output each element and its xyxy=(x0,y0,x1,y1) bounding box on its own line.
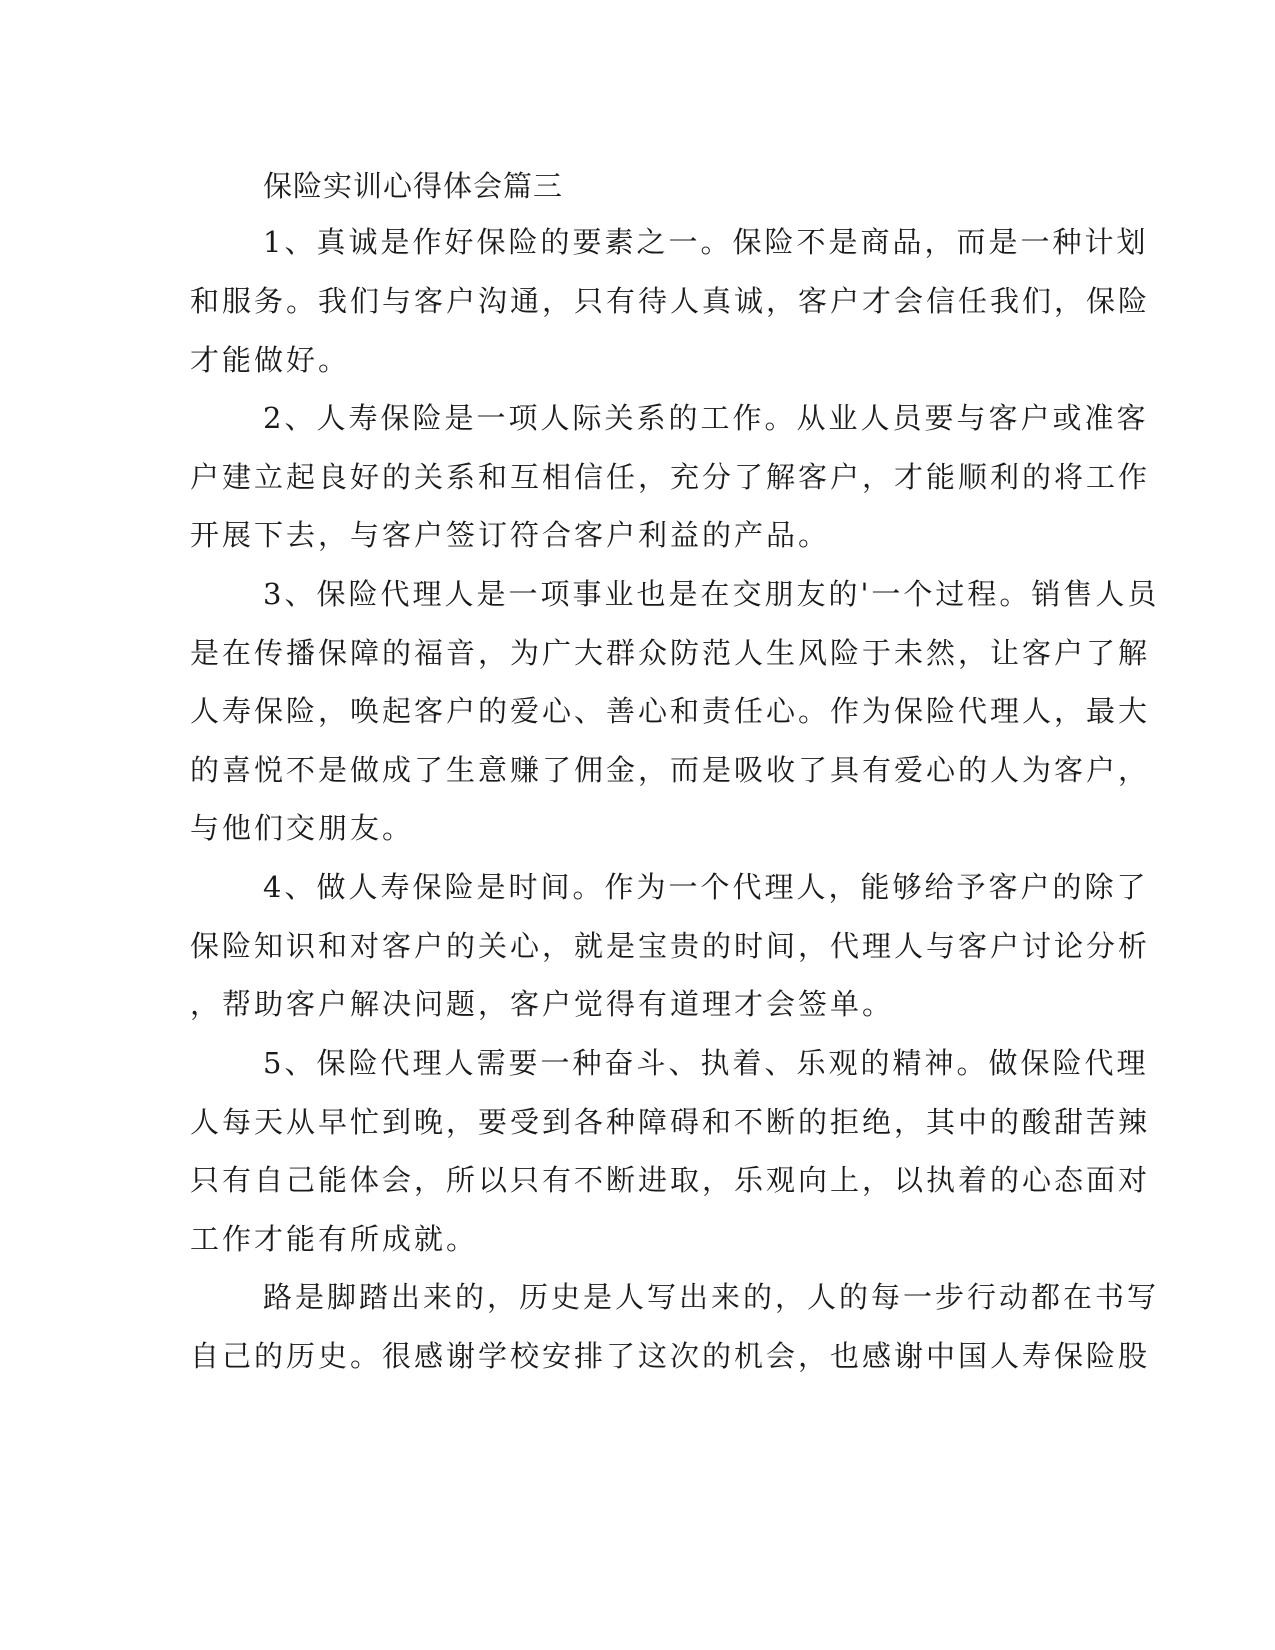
paragraph-2-line-3: 开展下去，与客户签订符合客户利益的产品。 xyxy=(190,518,831,552)
paragraph-6-line-1: 路是脚踏出来的，历史是人写出来的，人的每一步行动都在书写 xyxy=(263,1280,1160,1314)
paragraph-3-line-4: 的喜悦不是做成了生意赚了佣金，而是吸收了具有爱心的人为客户， xyxy=(190,753,1151,787)
paragraph-4-line-1: 4、做人寿保险是时间。作为一个代理人，能够给予客户的除了 xyxy=(263,870,1149,904)
paragraph-2-line-1: 2、人寿保险是一项人际关系的工作。从业人员要与客户或准客 xyxy=(263,401,1149,435)
paragraph-5-line-1: 5、保险代理人需要一种奋斗、执着、乐观的精神。做保险代理 xyxy=(263,1046,1149,1080)
paragraph-2-line-2: 户建立起良好的关系和互相信任，充分了解客户，才能顺利的将工作 xyxy=(190,460,1151,494)
paragraph-1-line-3: 才能做好。 xyxy=(190,343,351,377)
paragraph-1-line-1: 1、真诚是作好保险的要素之一。保险不是商品，而是一种计划 xyxy=(263,225,1149,259)
paragraph-5-line-4: 工作才能有所成就。 xyxy=(190,1222,479,1256)
paragraph-4-line-2: 保险知识和对客户的关心，就是宝贵的时间，代理人与客户讨论分析 xyxy=(190,929,1151,963)
paragraph-3-line-3: 人寿保险，唤起客户的爱心、善心和责任心。作为保险代理人，最大 xyxy=(190,694,1151,728)
paragraph-3-line-5: 与他们交朋友。 xyxy=(190,811,415,845)
paragraph-6-line-2: 自己的历史。很感谢学校安排了这次的机会，也感谢中国人寿保险股 xyxy=(190,1339,1151,1373)
paragraph-3-line-1: 3、保险代理人是一项事业也是在交朋友的'一个过程。销售人员 xyxy=(263,577,1160,611)
document-title: 保险实训心得体会篇三 xyxy=(263,169,564,203)
paragraph-5-line-3: 只有自己能体会，所以只有不断进取，乐观向上，以执着的心态面对 xyxy=(190,1163,1151,1197)
paragraph-3-line-2: 是在传播保障的福音，为广大群众防范人生风险于未然，让客户了解 xyxy=(190,636,1151,670)
paragraph-1-line-2: 和服务。我们与客户沟通，只有待人真诚，客户才会信任我们，保险 xyxy=(190,284,1151,318)
paragraph-4-line-3: ，帮助客户解决问题，客户觉得有道理才会签单。 xyxy=(190,987,895,1021)
paragraph-5-line-2: 人每天从早忙到晚，要受到各种障碍和不断的拒绝，其中的酸甜苦辣 xyxy=(190,1105,1151,1139)
